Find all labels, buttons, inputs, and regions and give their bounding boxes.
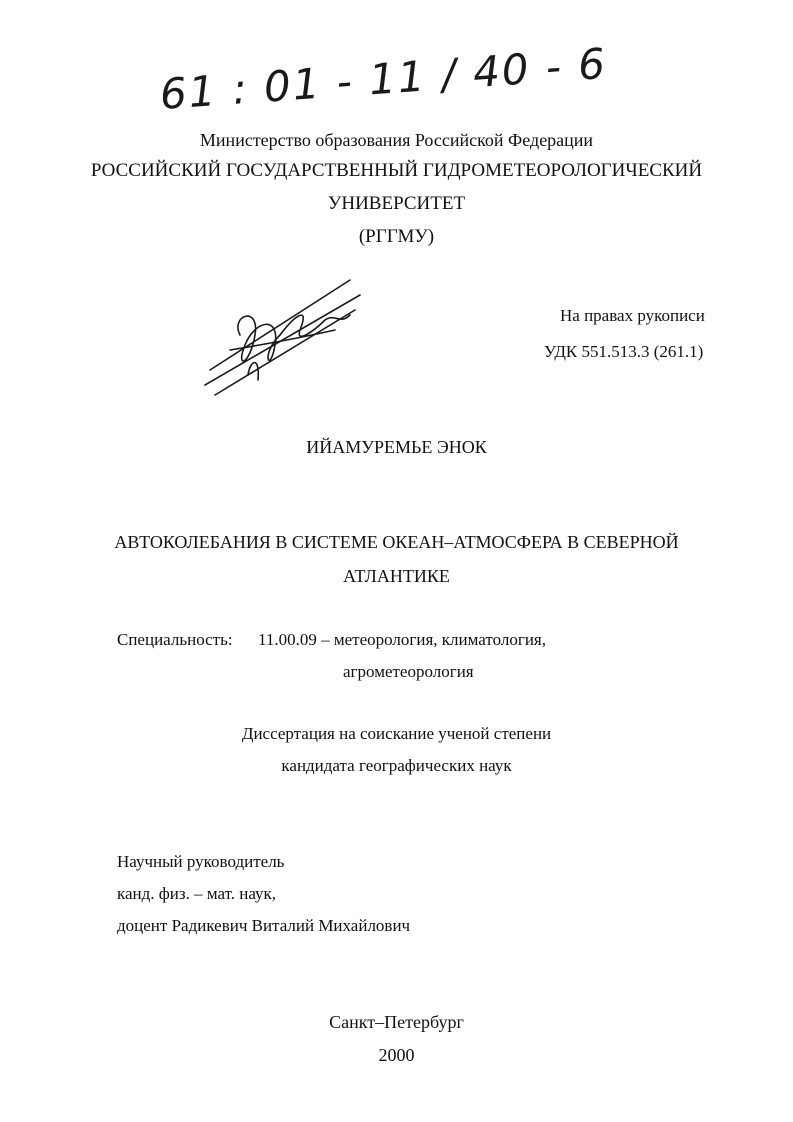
ministry-line: Министерство образования Российской Федерации (199, 130, 594, 150)
specialty-line1: 11.00.09 – метеорология, климатология, (258, 630, 546, 649)
supervisor-line2: канд. физ. – мат. наук, (117, 884, 277, 903)
udk-code: УДК 551.513.3 (261.1) (544, 342, 704, 361)
year: 2000 (378, 1045, 415, 1065)
thesis-title-line1: АВТОКОЛЕБАНИЯ В СИСТЕМЕ ОКЕАН–АТМОСФЕРА В СЕВЕРНОЙ (114, 532, 679, 552)
author-name: ИЙАМУРЕМЬЕ ЭНОК (306, 437, 487, 457)
degree-line2: кандидата географических наук (281, 756, 512, 775)
supervisor-line1: Научный руководитель (117, 852, 285, 871)
university-abbreviation: (РГГМУ) (358, 226, 435, 247)
thesis-title-line2: АТЛАНТИКЕ (343, 566, 450, 586)
university-name-line2: УНИВЕРСИТЕТ (327, 193, 466, 214)
manuscript-rights: На правах рукописи (560, 306, 705, 325)
degree-line1: Диссертация на соискание ученой степени (241, 724, 552, 743)
signature-icon (200, 275, 370, 405)
supervisor-line3: доцент Радикевич Виталий Михайлович (117, 916, 411, 935)
city: Санкт–Петербург (329, 1012, 464, 1032)
specialty-label: Специальность: (117, 630, 233, 649)
specialty-line2: агрометеорология (343, 662, 474, 681)
handwritten-archive-number: 61 : 01 - 11 / 40 - 6 (158, 38, 609, 119)
university-name-line1: РОССИЙСКИЙ ГОСУДАРСТВЕННЫЙ ГИДРОМЕТЕОРОЛОГИЧЕСКИЙ (90, 160, 703, 181)
